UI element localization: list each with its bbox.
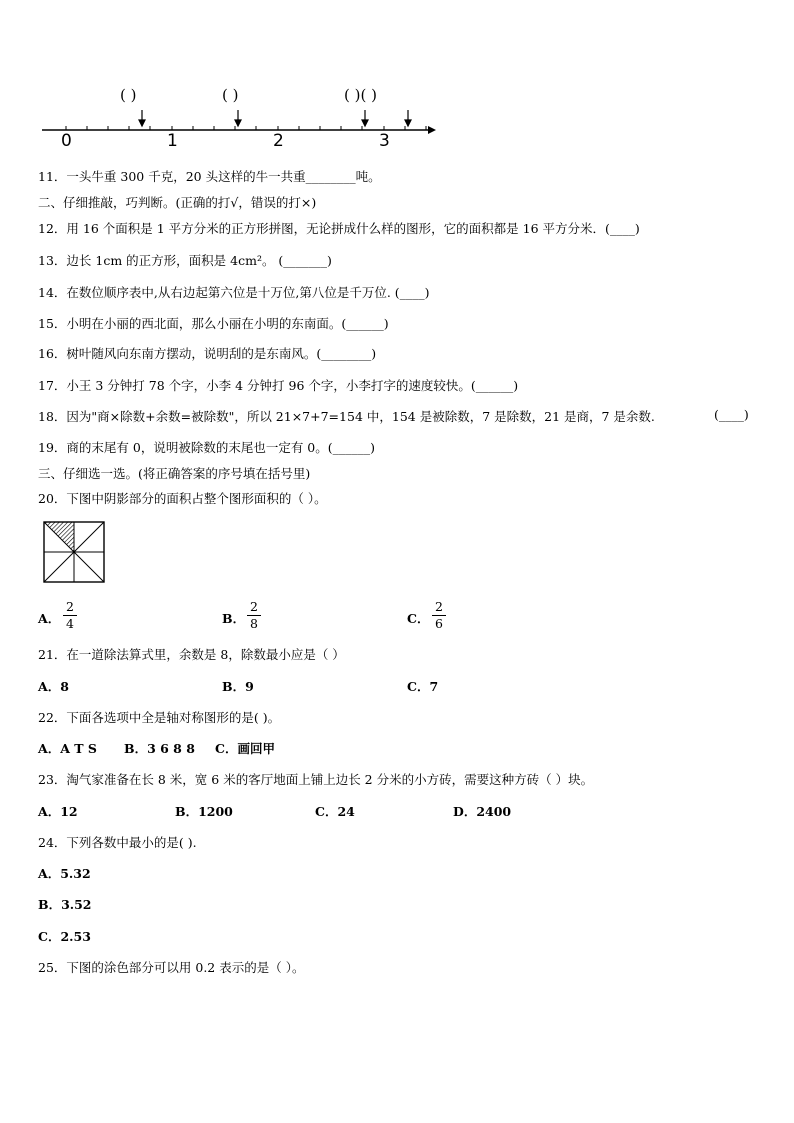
tick-label-0: 0 xyxy=(61,131,72,151)
q21-option-b: B．9 xyxy=(222,679,254,694)
q20-option-c-fraction xyxy=(432,599,446,632)
fraction-denominator: 4 xyxy=(66,616,74,631)
fraction-numerator: 2 xyxy=(247,599,261,616)
q20-square-figure xyxy=(43,521,107,585)
tick-label-2: 2 xyxy=(273,131,284,151)
fraction-denominator: 8 xyxy=(250,616,258,631)
question-18-blank: (____) xyxy=(714,407,749,422)
question-22: 22．下面各选项中全是轴对称图形的是( )。 xyxy=(38,710,281,725)
question-16: 16．树叶随风向东南方摆动，说明刮的是东南风。(________) xyxy=(38,346,377,361)
question-23: 23．淘气家准备在长 8 米，宽 6 米的客厅地面上铺上边长 2 分米的小方砖，需要这种方砖（ ）块。 xyxy=(38,772,594,787)
q24-option-b: B．3.52 xyxy=(38,897,92,912)
question-20: 20．下图中阴影部分的面积占整个图形面积的（ ）。 xyxy=(38,491,327,506)
q21-option-c: C．7 xyxy=(407,679,439,694)
question-18: 18．因为"商×除数+余数=被除数"，所以 21×7+7=154 中，154 是被除数，7 是除数，21 是商，7 是余数. xyxy=(38,409,655,424)
question-21: 21．在一道除法算式里，余数是 8，除数最小应是（ ） xyxy=(38,647,345,662)
question-11: 11．一头牛重 300 千克，20 头这样的牛一共重________吨。 xyxy=(38,169,381,184)
q23-option-b: B．1200 xyxy=(175,804,233,819)
q22-option-c: C．画回甲 xyxy=(215,741,275,756)
blank-paren-1: ( ) xyxy=(120,86,137,104)
question-12: 12．用 16 个面积是 1 平方分米的正方形拼图，无论拼成什么样的图形，它的面积都是 16 平方分米．(____) xyxy=(38,221,640,236)
q23-option-d: D．2400 xyxy=(453,804,512,819)
question-19: 19．商的末尾有 0，说明被除数的末尾也一定有 0。(______) xyxy=(38,440,376,455)
q22-option-a: A．A T S xyxy=(38,741,97,756)
blank-paren-2: ( ) xyxy=(222,86,239,104)
section-2-heading: 二、仔细推敲，巧判断。(正确的打√，错误的打×) xyxy=(38,195,317,210)
fraction-numerator: 2 xyxy=(432,599,446,616)
question-13: 13．边长 1cm 的正方形，面积是 4cm²。 (_______) xyxy=(38,253,332,268)
blank-paren-3: ( )( ) xyxy=(344,86,377,104)
question-14: 14．在数位顺序表中,从右边起第六位是十万位,第八位是千万位. (____) xyxy=(38,285,430,300)
tick-label-1: 1 xyxy=(167,131,178,151)
fraction-denominator: 6 xyxy=(435,616,443,631)
q24-option-c: C．2.53 xyxy=(38,929,91,944)
fraction-numerator: 2 xyxy=(63,599,77,616)
q20-option-b-fraction xyxy=(247,599,261,632)
question-15: 15．小明在小丽的西北面，那么小丽在小明的东南面。(______) xyxy=(38,316,389,331)
q21-option-a: A．8 xyxy=(38,679,69,694)
q22-option-b: B．3 6 8 8 xyxy=(124,741,195,756)
q23-option-a: A．12 xyxy=(38,804,78,819)
q24-option-a: A．5.32 xyxy=(38,866,91,881)
question-25: 25．下图的涂色部分可以用 0.2 表示的是（ ）。 xyxy=(38,960,305,975)
question-24: 24．下列各数中最小的是( ). xyxy=(38,835,197,850)
question-17: 17．小王 3 分钟打 78 个字，小李 4 分钟打 96 个字，小李打字的速度较快。(______) xyxy=(38,378,519,393)
q20-option-c-label: C． xyxy=(407,611,430,626)
q20-option-a-label: A． xyxy=(38,611,61,626)
q23-option-c: C．24 xyxy=(315,804,355,819)
q20-option-b-label: B． xyxy=(222,611,246,626)
tick-label-3: 3 xyxy=(379,131,390,151)
section-3-heading: 三、仔细选一选。(将正确答案的序号填在括号里) xyxy=(38,466,311,481)
q20-option-a-fraction xyxy=(63,599,77,632)
